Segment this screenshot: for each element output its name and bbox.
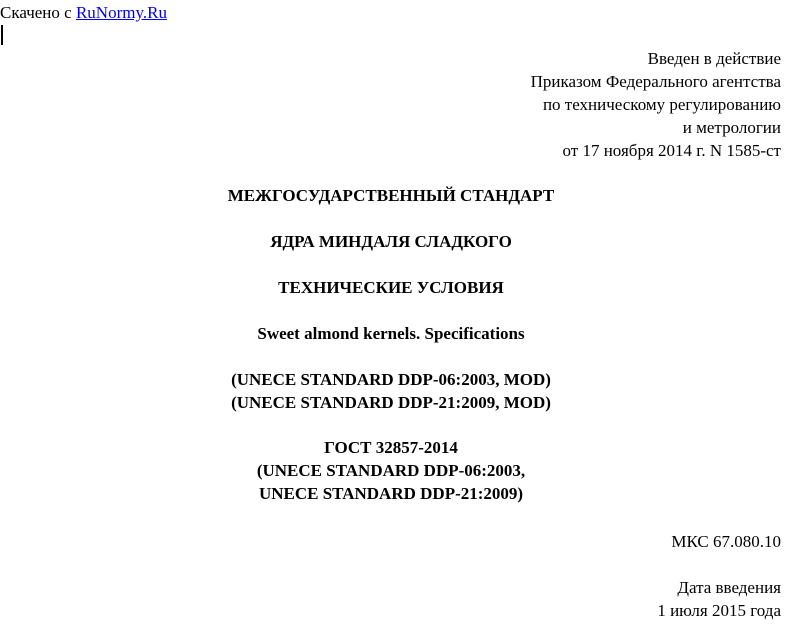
source-prefix: Скачено с <box>0 3 76 22</box>
adoption-note <box>531 47 781 162</box>
adoption-line: от 17 ноября 2014 г. N 1585-ст <box>562 141 781 160</box>
adoption-line: по техническому регулированию <box>542 95 781 114</box>
adoption-line: Приказом Федерального агентства <box>530 72 781 91</box>
gost-line: (UNECE STANDARD DDP-06:2003, <box>256 461 526 480</box>
source-line <box>0 3 167 23</box>
standard-type-heading: МЕЖГОСУДАРСТВЕННЫЙ СТАНДАРТ <box>227 186 555 205</box>
unece-reference: (UNECE STANDARD DDP-06:2003, MOD) <box>231 370 551 389</box>
text-cursor <box>1 25 3 45</box>
effective-date-value: 1 июля 2015 года <box>657 601 781 620</box>
adoption-line: Введен в действие <box>647 49 781 68</box>
gost-line: ГОСТ 32857-2014 <box>324 438 458 457</box>
effective-date-block <box>657 576 781 622</box>
gost-line: UNECE STANDARD DDP-21:2009) <box>258 484 524 503</box>
document-title: ЯДРА МИНДАЛЯ СЛАДКОГО <box>270 232 512 251</box>
gost-designation <box>0 436 782 505</box>
adoption-line: и метрологии <box>682 118 781 137</box>
unece-reference: (UNECE STANDARD DDP-21:2009, MOD) <box>231 393 551 412</box>
runormy-link[interactable]: RuNormy.Ru <box>75 3 167 22</box>
effective-date-label: Дата введения <box>677 578 781 597</box>
mks-code: МКС 67.080.10 <box>671 532 781 551</box>
english-title: Sweet almond kernels. Specifications <box>257 324 525 343</box>
unece-references <box>0 368 782 414</box>
document-subtitle: ТЕХНИЧЕСКИЕ УСЛОВИЯ <box>278 278 504 297</box>
